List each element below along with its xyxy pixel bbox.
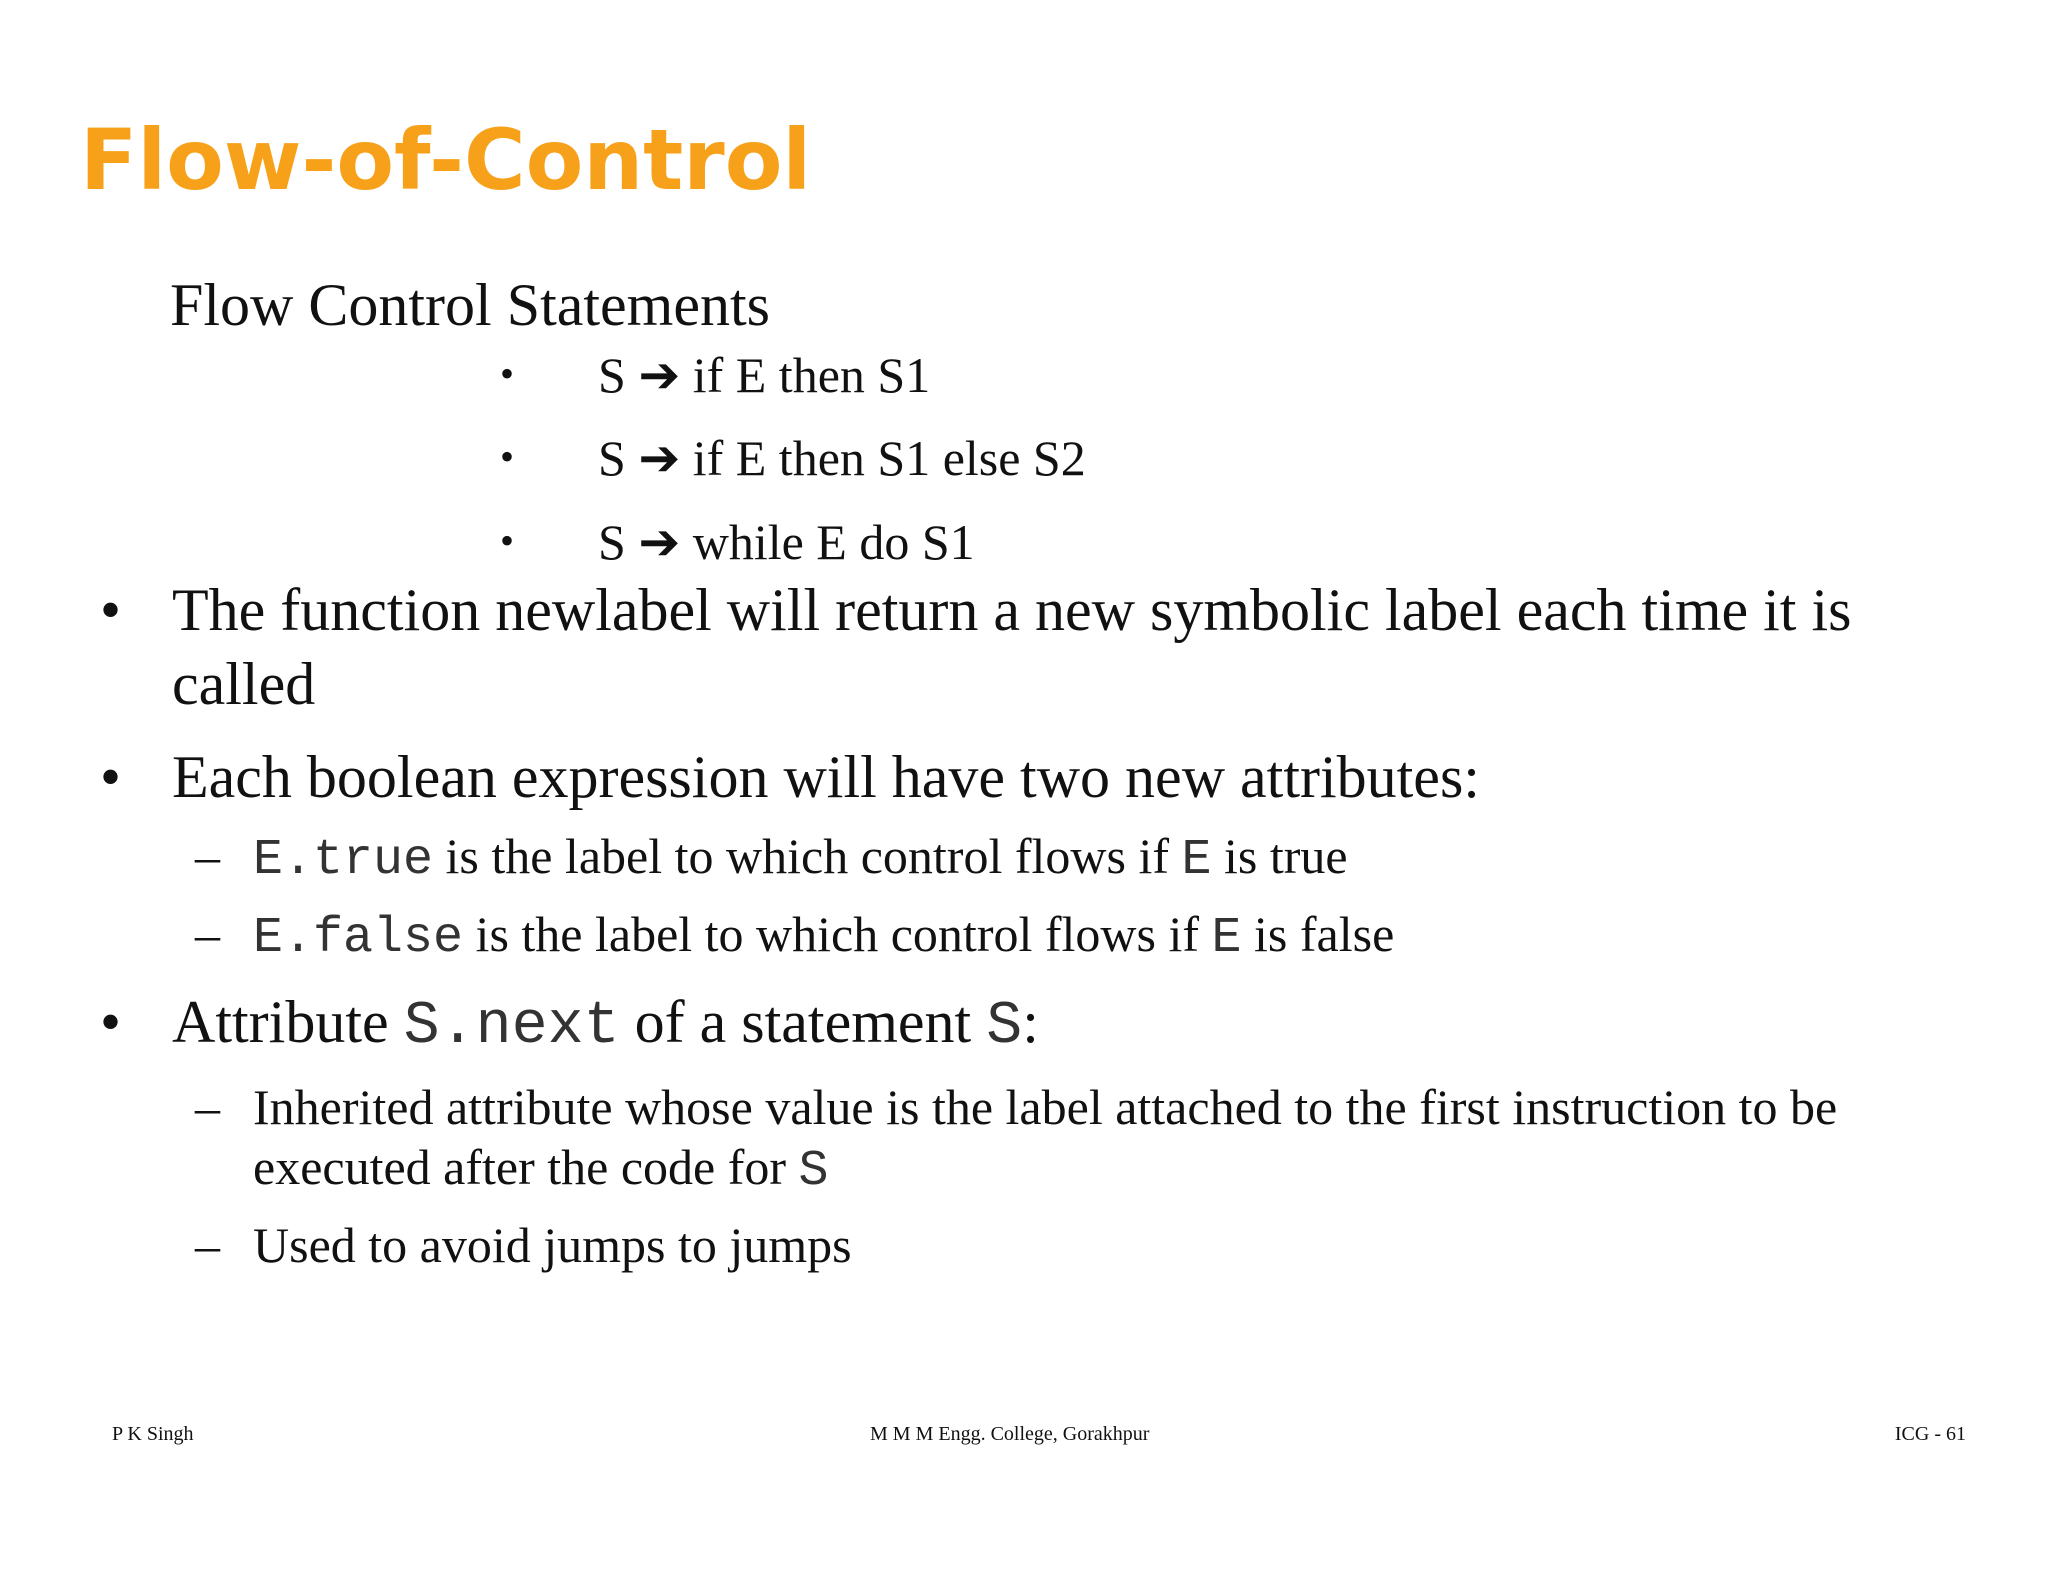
sub-text: Used to avoid jumps to jumps [253, 1217, 852, 1273]
code-e: E [1211, 910, 1242, 967]
sub-text-end: is false [1241, 906, 1395, 962]
footer-slide-number: ICG - 61 [1894, 1423, 1966, 1445]
code-s: S [798, 1143, 829, 1200]
dash-marker: – [195, 906, 220, 962]
bullet-text: Each boolean expression will have two new attributes: [172, 744, 1480, 810]
production-rhs: while E do S1 [692, 514, 975, 570]
production-lhs: S [598, 347, 626, 403]
bullet-marker: • [100, 577, 122, 643]
sub-text: is the label to which control flows if [463, 906, 1212, 962]
production-lhs: S [598, 514, 626, 570]
slide-title: Flow-of-Control [80, 111, 812, 209]
arrow-icon: ➔ [638, 514, 681, 570]
sub-text-end: is true [1211, 828, 1348, 884]
dash-marker: – [195, 828, 220, 884]
bullet-text-mid: of a statement [619, 989, 987, 1055]
bullet-marker: • [100, 989, 122, 1055]
bullet-marker: • [500, 434, 515, 479]
sub-text: is the label to which control flows if [433, 828, 1182, 884]
subtitle: Flow Control Statements [170, 272, 770, 338]
code-efalse: E.false [253, 910, 464, 967]
arrow-icon: ➔ [638, 347, 681, 403]
bullet-text-end: : [1022, 989, 1039, 1055]
dash-marker: – [195, 1079, 220, 1135]
sub-text: Inherited attribute whose value is the label attached to the first instruction to be executed after the code for [253, 1079, 1838, 1195]
bullet-text-pre: Attribute [172, 989, 404, 1055]
production-rhs: if E then S1 [692, 347, 931, 403]
code-s: S [986, 993, 1023, 1061]
dash-marker: – [195, 1217, 220, 1273]
code-snext: S.next [403, 993, 620, 1061]
bullet-marker: • [500, 351, 515, 396]
bullet-marker: • [100, 744, 122, 810]
footer-institution: M M M Engg. College, Gorakhpur [870, 1423, 1150, 1445]
production-rhs: if E then S1 else S2 [692, 430, 1086, 486]
footer-author: P K Singh [112, 1423, 194, 1445]
code-etrue: E.true [253, 832, 434, 889]
bullet-marker: • [500, 518, 515, 563]
bullet-text: The function newlabel will return a new symbolic label each time it is called [172, 577, 1852, 717]
arrow-icon: ➔ [638, 430, 681, 486]
production-lhs: S [598, 430, 626, 486]
code-e: E [1181, 832, 1212, 889]
